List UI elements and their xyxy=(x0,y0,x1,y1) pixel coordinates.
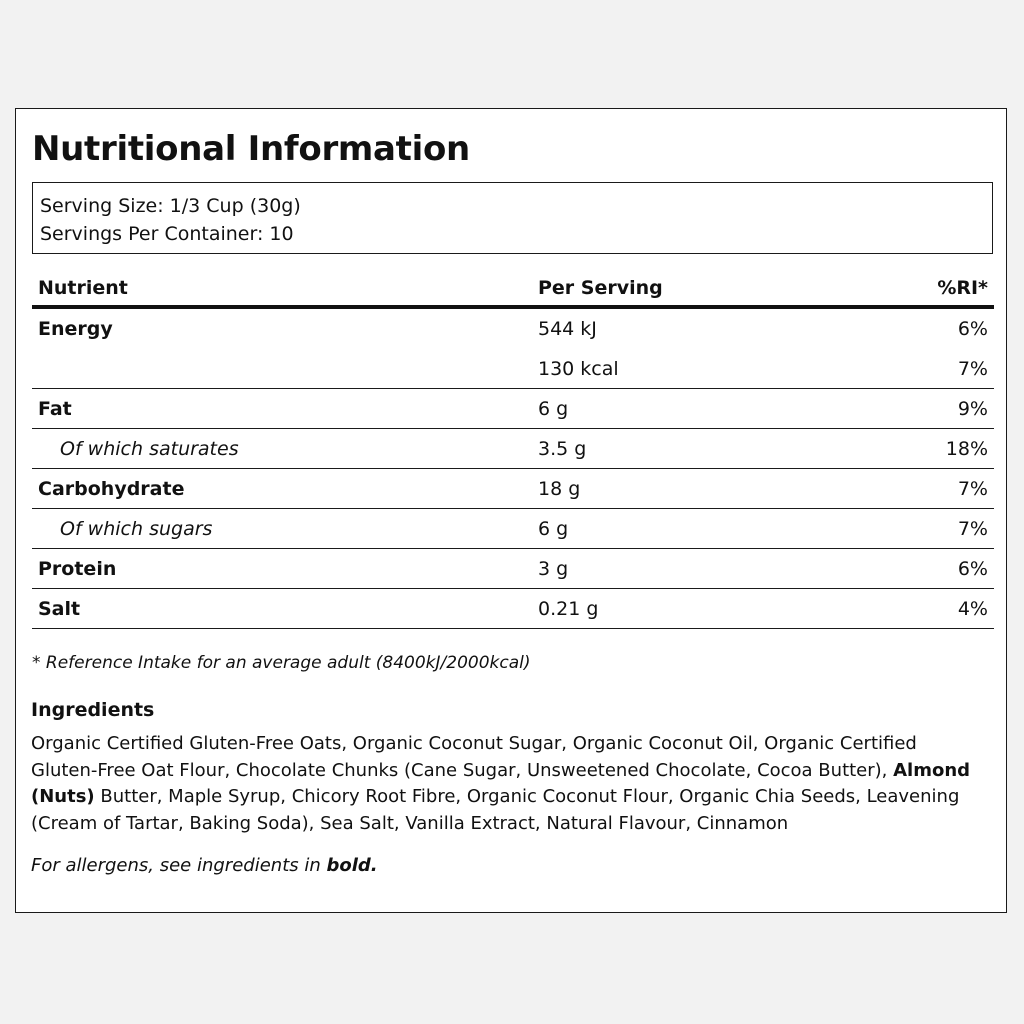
nutrient-value: 3 g xyxy=(538,558,569,580)
allergen-note-prefix: For allergens, see ingredients in xyxy=(31,855,327,876)
header-ri: %RI* xyxy=(937,277,988,299)
header-nutrient: Nutrient xyxy=(38,277,128,299)
nutrient-value: 130 kcal xyxy=(538,358,619,380)
nutrient-name: Fat xyxy=(38,398,72,420)
nutrient-value: 544 kJ xyxy=(538,318,597,340)
ingredients-text xyxy=(31,731,986,837)
table-row-sugars xyxy=(32,509,994,549)
nutrient-ri: 6% xyxy=(957,318,988,340)
nutrient-ri: 18% xyxy=(945,438,988,460)
nutrient-ri: 7% xyxy=(957,518,988,540)
nutrient-name: Salt xyxy=(38,598,81,620)
nutrition-label xyxy=(15,108,1007,913)
table-row-salt xyxy=(32,589,994,629)
nutrient-name: Protein xyxy=(38,558,117,580)
serving-info-box xyxy=(32,182,993,254)
nutrient-value: 0.21 g xyxy=(538,598,599,620)
table-header-row xyxy=(32,267,994,309)
table-row-protein xyxy=(32,549,994,589)
allergen-note xyxy=(31,855,378,876)
nutrient-name: Of which sugars xyxy=(60,518,213,540)
table-row-saturates xyxy=(32,429,994,469)
nutrient-ri: 7% xyxy=(957,478,988,500)
table-row-energy-kj xyxy=(32,309,994,349)
nutrient-name: Energy xyxy=(38,318,113,340)
table-row-fat xyxy=(32,389,994,429)
serving-size: Serving Size: 1/3 Cup (30g) xyxy=(40,195,301,217)
nutrient-ri: 9% xyxy=(957,398,988,420)
allergen-ingredient: Almond (Nuts) xyxy=(31,759,971,807)
nutrition-table xyxy=(32,267,994,629)
table-row-energy-kcal xyxy=(32,349,994,389)
ingredients-text-before: Organic Certified Gluten-Free Oats, Organic Coconut Sugar, Organic Coconut Oil, Organic Certified Gluten-Free Oat Flour, Chocolate Chunks (Cane Sugar, Unsweetened Chocolate, Cocoa Butter), xyxy=(31,733,917,781)
nutrient-ri: 7% xyxy=(957,358,988,380)
table-row-carbohydrate xyxy=(32,469,994,509)
nutrient-value: 6 g xyxy=(538,398,569,420)
nutrient-name: Carbohydrate xyxy=(38,478,185,500)
nutrient-ri: 6% xyxy=(957,558,988,580)
allergen-note-bold: bold. xyxy=(326,855,378,876)
reference-intake-footnote: * Reference Intake for an average adult (8400kJ/2000kcal) xyxy=(32,653,531,673)
header-per-serving: Per Serving xyxy=(538,277,663,299)
servings-per-container: Servings Per Container: 10 xyxy=(40,223,294,245)
nutrient-value: 6 g xyxy=(538,518,569,540)
nutrient-value: 18 g xyxy=(538,478,581,500)
nutrient-ri: 4% xyxy=(957,598,988,620)
ingredients-text-after: Butter, Maple Syrup, Chicory Root Fibre, Organic Coconut Flour, Organic Chia Seeds, Leavening (Cream of Tartar, Baking Soda), Sea Salt, Vanilla Extract, Natural Flavour, Cinnamon xyxy=(31,786,960,834)
ingredients-heading: Ingredients xyxy=(31,699,155,721)
label-title: Nutritional Information xyxy=(32,129,470,169)
nutrient-name: Of which saturates xyxy=(60,438,239,460)
nutrient-value: 3.5 g xyxy=(538,438,587,460)
